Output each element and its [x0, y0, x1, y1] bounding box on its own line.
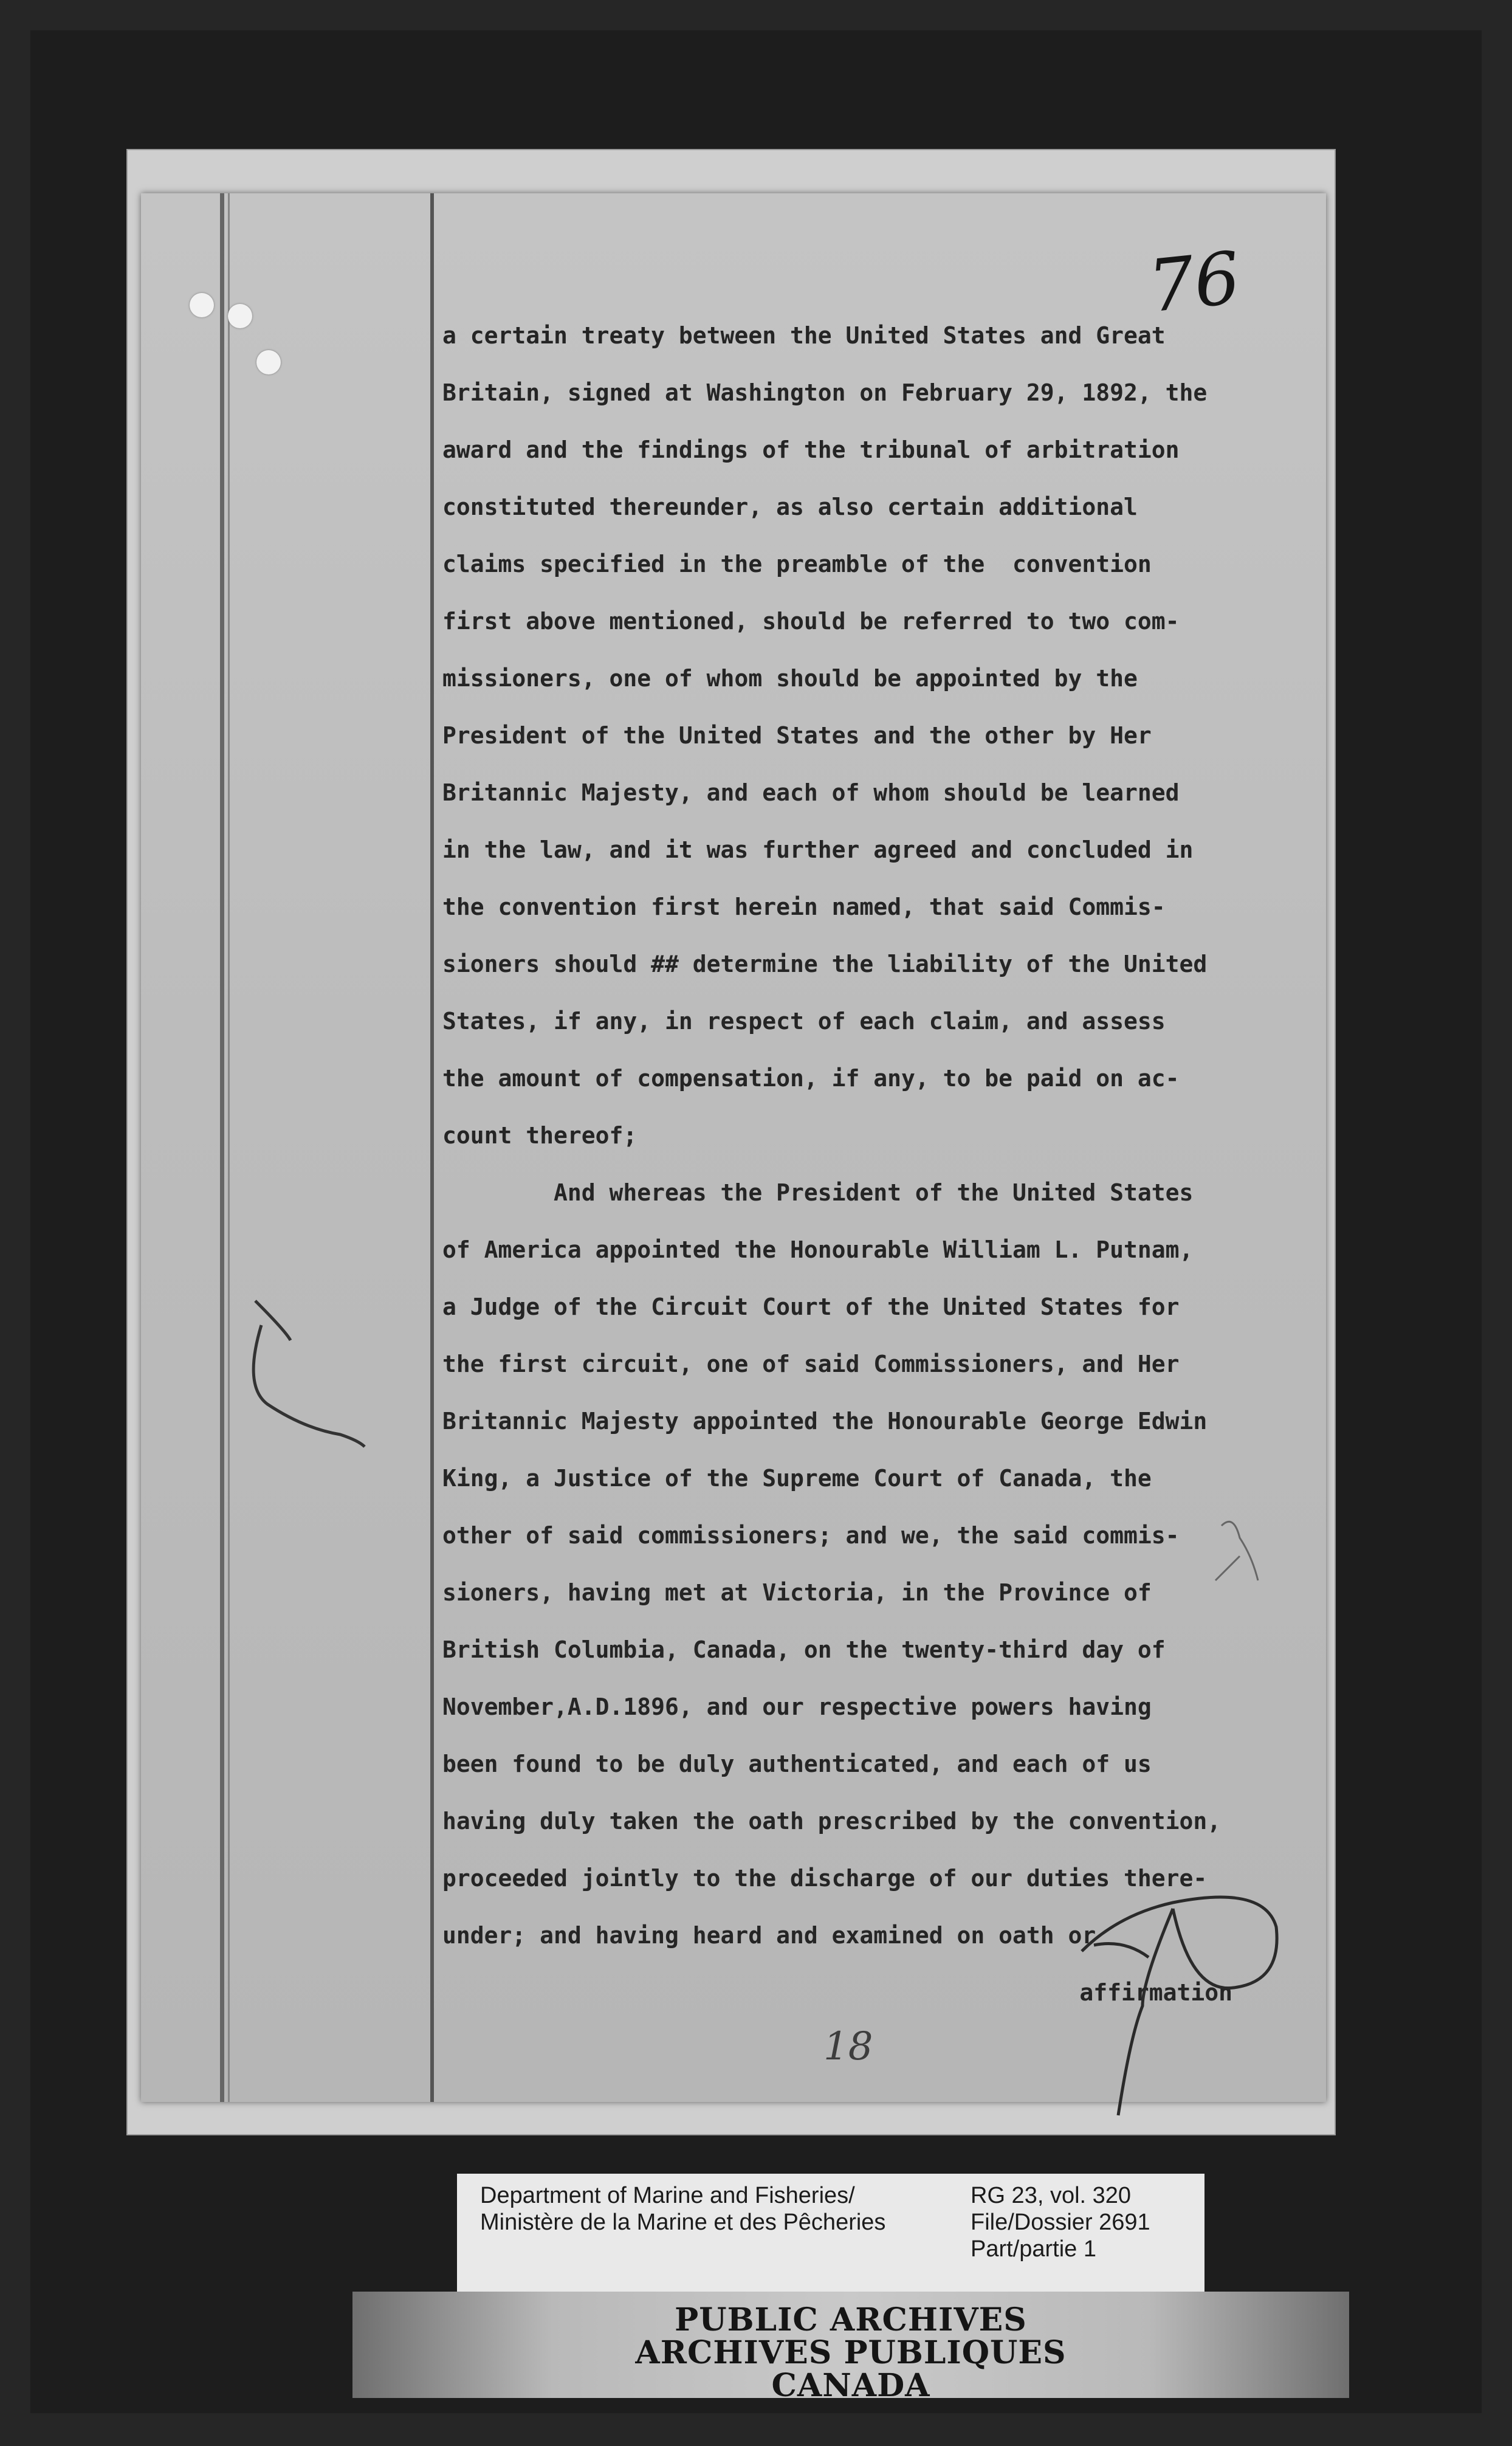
department-en: Department of Marine and Fisheries/ — [480, 2183, 855, 2208]
left-margin-rule — [220, 193, 224, 2102]
text-line: award and the findings of the tribunal of arbitration — [442, 436, 1180, 463]
text-line: And whereas the President of the United States — [442, 1179, 1194, 1206]
text-line: claims specified in the preamble of the convention — [442, 551, 1152, 577]
text-line: King, a Justice of the Supreme Court of Canada, the — [442, 1465, 1152, 1492]
text-line: in the law, and it was further agreed and concluded in — [442, 836, 1194, 863]
text-line: having duly taken the oath prescribed by the convention, — [442, 1808, 1222, 1834]
file-number: File/Dossier 2691 — [971, 2210, 1150, 2235]
text-line: of America appointed the Honourable William L. Putnam, — [442, 1236, 1194, 1263]
punch-hole — [190, 293, 214, 317]
archives-stamp — [352, 2301, 1349, 2404]
archive-label-department — [480, 2182, 885, 2236]
record-group: RG 23, vol. 320 — [971, 2183, 1132, 2208]
stamp-line-2: ARCHIVES PUBLIQUES — [635, 2334, 1067, 2371]
part-number: Part/partie 1 — [971, 2236, 1096, 2262]
pencil-annotation: 18 — [823, 2024, 873, 2069]
text-line: the first circuit, one of said Commissioners, and Her — [442, 1351, 1180, 1377]
left-margin-rule-secondary — [228, 193, 230, 2102]
text-line: the convention first herein named, that said Commis- — [442, 894, 1166, 920]
text-line: constituted thereunder, as also certain additional — [442, 494, 1138, 520]
stamp-line-3: CANADA — [771, 2367, 930, 2404]
typed-text-body — [442, 307, 1293, 2021]
punch-hole — [256, 350, 281, 374]
text-line: Britannic Majesty, and each of whom should be learned — [442, 779, 1180, 806]
text-line: a certain treaty between the United States and Great — [442, 322, 1166, 349]
text-line: other of said commissioners; and we, the said commis- — [442, 1522, 1180, 1549]
text-line: proceeded jointly to the discharge of our duties there- — [442, 1865, 1208, 1892]
text-line: first above mentioned, should be referred to two com- — [442, 608, 1180, 635]
text-line: a Judge of the Circuit Court of the United States for — [442, 1294, 1180, 1320]
text-line: sioners should ## determine the liability of the United — [442, 951, 1208, 977]
text-line: President of the United States and the other by Her — [442, 722, 1152, 749]
text-line: Britannic Majesty appointed the Honourable George Edwin — [442, 1408, 1208, 1435]
stamp-line-1: PUBLIC ARCHIVES — [675, 2301, 1027, 2338]
text-line: the amount of compensation, if any, to be paid on ac- — [442, 1065, 1180, 1092]
text-line: under; and having heard and examined on oath or — [442, 1922, 1096, 1949]
archive-label-reference — [971, 2182, 1150, 2262]
text-margin-rule — [430, 193, 434, 2102]
text-line: missioners, one of whom should be appointed by the — [442, 665, 1138, 692]
text-line: sioners, having met at Victoria, in the Province of — [442, 1579, 1152, 1606]
text-line: November,A.D.1896, and our respective powers having — [442, 1693, 1152, 1720]
text-line: count thereof; — [442, 1122, 637, 1149]
closing-catchword: affirmation — [1079, 1979, 1232, 2006]
text-line: British Columbia, Canada, on the twenty-third day of — [442, 1636, 1166, 1663]
text-line: been found to be duly authenticated, and each of us — [442, 1751, 1152, 1777]
department-fr: Ministère de la Marine et des Pêcheries — [480, 2210, 886, 2235]
text-line: States, if any, in respect of each claim, and assess — [442, 1008, 1166, 1035]
folio-number: 76 — [1144, 235, 1244, 329]
punch-hole — [228, 304, 252, 328]
text-line: Britain, signed at Washington on February 29, 1892, the — [442, 379, 1208, 406]
